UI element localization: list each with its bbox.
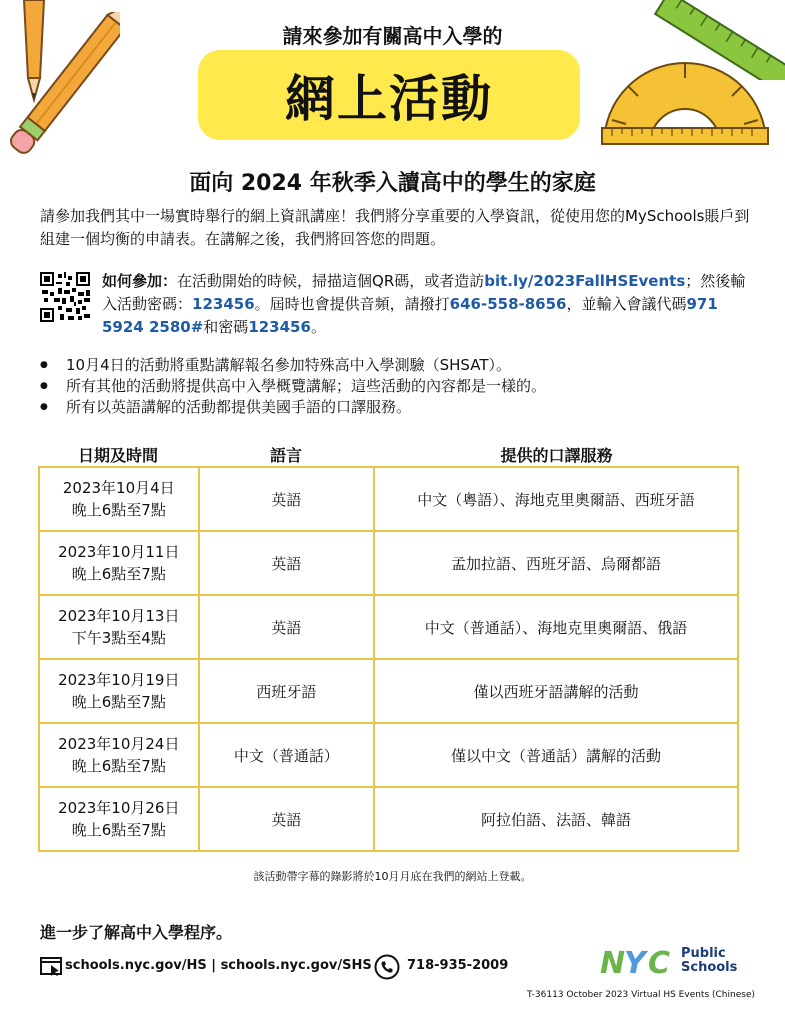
events-link[interactable]: bit.ly/2023FallHSEvents xyxy=(484,272,686,290)
language-cell: 中文（普通話） xyxy=(199,723,375,787)
schedule-table xyxy=(38,466,739,852)
logo-letter: N xyxy=(600,946,624,981)
column-header-interpretation: 提供的口譯服務 xyxy=(500,446,613,465)
public-schools-logo-text xyxy=(681,947,737,975)
website-links[interactable]: schools.nyc.gov/HS | schools.nyc.gov/SHS xyxy=(65,958,372,973)
interpretation-cell: 中文（粵語）、海地克里奧爾語、西班牙語 xyxy=(374,467,738,531)
date-cell xyxy=(39,531,199,595)
audio-passcode: 123456 xyxy=(248,318,311,336)
table-row xyxy=(39,723,738,787)
interpretation-cell: 中文（普通話）、海地克里奧爾語、俄語 xyxy=(374,595,738,659)
date-cell xyxy=(39,595,199,659)
table-row xyxy=(39,467,738,531)
date-text: 2023年10月26日 xyxy=(58,799,180,817)
date-text: 2023年10月4日 xyxy=(62,479,175,497)
meeting-code: 971 5924 2580# xyxy=(102,295,718,336)
document-id: T-36113 October 2023 Virtual HS Events (Chinese) xyxy=(527,990,755,1000)
time-text: 晚上6點至7點 xyxy=(71,821,166,839)
table-row xyxy=(39,659,738,723)
date-text: 2023年10月13日 xyxy=(58,607,180,625)
page-subtitle: 面向 2024 年秋季入讀高中的學生的家庭 xyxy=(189,171,596,196)
join-text: 。屆時也會提供音頻，請撥打 xyxy=(254,295,450,313)
logo-letter: C xyxy=(648,946,669,981)
interpretation-cell: 孟加拉語、西班牙語、烏爾都語 xyxy=(374,531,738,595)
notes-list xyxy=(40,355,760,418)
language-cell: 英語 xyxy=(199,787,375,851)
time-text: 晚上6點至7點 xyxy=(71,565,166,583)
list-item: ● 所有其他的活動將提供高中入學概覽講解；這些活動的內容都是一樣的。 xyxy=(40,376,760,397)
date-cell xyxy=(39,787,199,851)
date-cell xyxy=(39,723,199,787)
join-text: 。 xyxy=(310,318,326,336)
date-text: 2023年10月19日 xyxy=(58,671,180,689)
language-cell: 英語 xyxy=(199,467,375,531)
language-cell: 英語 xyxy=(199,531,375,595)
phone-icon xyxy=(374,954,400,980)
qr-code-icon[interactable] xyxy=(40,272,90,322)
date-text: 2023年10月24日 xyxy=(58,735,180,753)
date-text: 2023年10月11日 xyxy=(58,543,180,561)
phone-number[interactable]: 718-935-2009 xyxy=(407,958,509,973)
logo-text: Schools xyxy=(681,960,738,975)
page-title: 網上活動 xyxy=(285,70,493,128)
date-cell xyxy=(39,659,199,723)
time-text: 下午3點至4點 xyxy=(71,629,166,647)
time-text: 晚上6點至7點 xyxy=(71,501,166,519)
title-banner xyxy=(198,50,580,140)
join-text: 在活動開始的時候，掃描這個QR碼，或者造訪 xyxy=(177,272,485,290)
how-to-join xyxy=(102,270,752,339)
interpretation-cell: 僅以西班牙語講解的活動 xyxy=(374,659,738,723)
logo-letter: Y xyxy=(624,946,644,981)
audio-phone-link[interactable]: 646-558-8656 xyxy=(449,295,567,313)
website-icon xyxy=(40,957,62,977)
list-item: ● 10月4日的活動將重點講解報名參加特殊高中入學測驗（SHSAT）。 xyxy=(40,355,760,376)
time-text: 晚上6點至7點 xyxy=(71,757,166,775)
nyc-logo xyxy=(600,946,678,981)
join-text: 和密碼 xyxy=(203,318,249,336)
intro-paragraph: 請參加我們其中一場實時舉行的網上資訊講座！我們將分享重要的入學資訊，從使用您的MySchools賬戶到組建一個均衡的申請表。在講解之後，我們將回答您的問題。 xyxy=(40,207,750,248)
table-row xyxy=(39,531,738,595)
time-text: 晚上6點至7點 xyxy=(71,693,166,711)
column-header-date: 日期及時間 xyxy=(77,446,158,465)
event-passcode: 123456 xyxy=(192,295,255,313)
language-cell: 英語 xyxy=(199,595,375,659)
how-to-join-label: 如何參加： xyxy=(102,272,178,290)
logo-text: Public xyxy=(681,946,726,961)
table-row xyxy=(39,787,738,851)
date-cell xyxy=(39,467,199,531)
pre-title: 請來參加有關高中入學的 xyxy=(282,24,503,48)
list-item: ● 所有以英語講解的活動都提供美國手語的口譯服務。 xyxy=(40,397,760,418)
join-text: ；然後輸入活動密碼： xyxy=(102,272,746,313)
interpretation-cell: 阿拉伯語、法語、韓語 xyxy=(374,787,738,851)
language-cell: 西班牙語 xyxy=(199,659,375,723)
table-row xyxy=(39,595,738,659)
recording-note: 該活動帶字幕的錄影將於10月月底在我們的網站上登載。 xyxy=(253,870,532,883)
join-text: ，並輸入會議代碼 xyxy=(566,295,687,313)
protractor-decoration xyxy=(598,40,773,148)
interpretation-cell: 僅以中文（普通話）講解的活動 xyxy=(374,723,738,787)
column-header-language: 語言 xyxy=(269,446,302,465)
learn-more-heading: 進一步了解高中入學程序。 xyxy=(40,923,233,942)
